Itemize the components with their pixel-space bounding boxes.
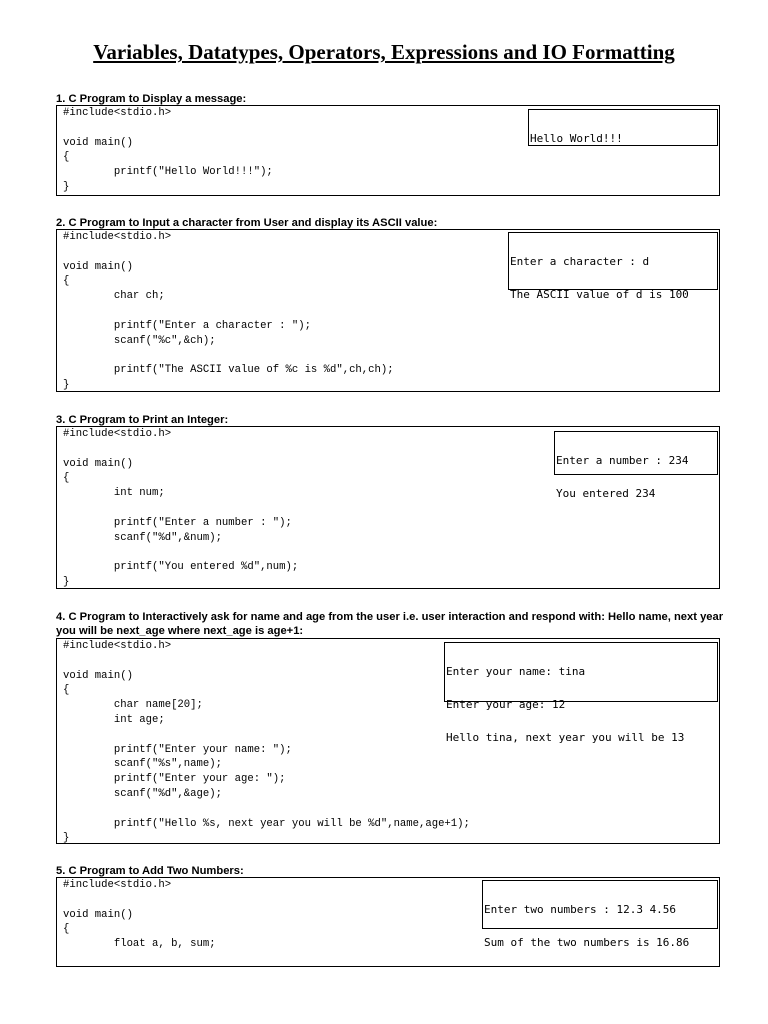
page-title: Variables, Datatypes, Operators, Expressions and IO Formatting	[93, 40, 675, 64]
section-1-heading: 1. C Program to Display a message:	[56, 93, 247, 105]
section-4-output	[444, 642, 718, 744]
section-3-code: #include<stdio.h> void main() { int num; printf("Enter a number : "); scanf("%d",&num); printf("You entered %d",num); }	[63, 428, 299, 588]
section-4-heading: 4. C Program to Interactively ask for name and age from the user i.e. user interaction and respond with: Hello name, next year you will be next_age where next_age is age+1:	[56, 611, 724, 637]
section-5-heading: 5. C Program to Add Two Numbers:	[56, 865, 244, 877]
section-2-output	[508, 232, 718, 301]
output-line: The ASCII value of d is 100	[510, 288, 689, 301]
section-2-code: #include<stdio.h> void main() { char ch; printf("Enter a character : "); scanf("%c",&ch); printf("The ASCII value of %c is %d",ch,ch); }	[63, 231, 394, 391]
section-5-output	[482, 880, 718, 949]
section-3-heading: 3. C Program to Print an Integer:	[56, 414, 229, 426]
output-line: You entered 234	[556, 487, 656, 500]
output-line: Hello World!!!	[530, 132, 623, 145]
output-line: Enter your age: 12	[446, 698, 566, 711]
section-5-code: #include<stdio.h> void main() { float a, b, sum;	[63, 879, 216, 951]
output-line: Enter your name: tina	[446, 665, 586, 678]
section-4-code: #include<stdio.h> void main() { char name[20]; int age; printf("Enter your name: "); scanf("%s",name); printf("Enter your age: "); scanf("%d",&age); printf("Hello %s, next year you will be %d",name,age+1); }	[63, 640, 470, 845]
section-2-heading: 2. C Program to Input a character from User and display its ASCII value:	[56, 217, 438, 229]
section-1-output	[528, 109, 718, 146]
section-1-code: #include<stdio.h> void main() { printf("Hello World!!!"); }	[63, 107, 273, 193]
output-line: Hello tina, next year you will be 13	[446, 731, 685, 744]
output-line: Enter a character : d	[510, 255, 650, 268]
output-line: Enter two numbers : 12.3 4.56	[484, 903, 677, 916]
output-line: Sum of the two numbers is 16.86	[484, 936, 690, 949]
output-line: Enter a number : 234	[556, 454, 689, 467]
section-3-output	[554, 431, 718, 500]
